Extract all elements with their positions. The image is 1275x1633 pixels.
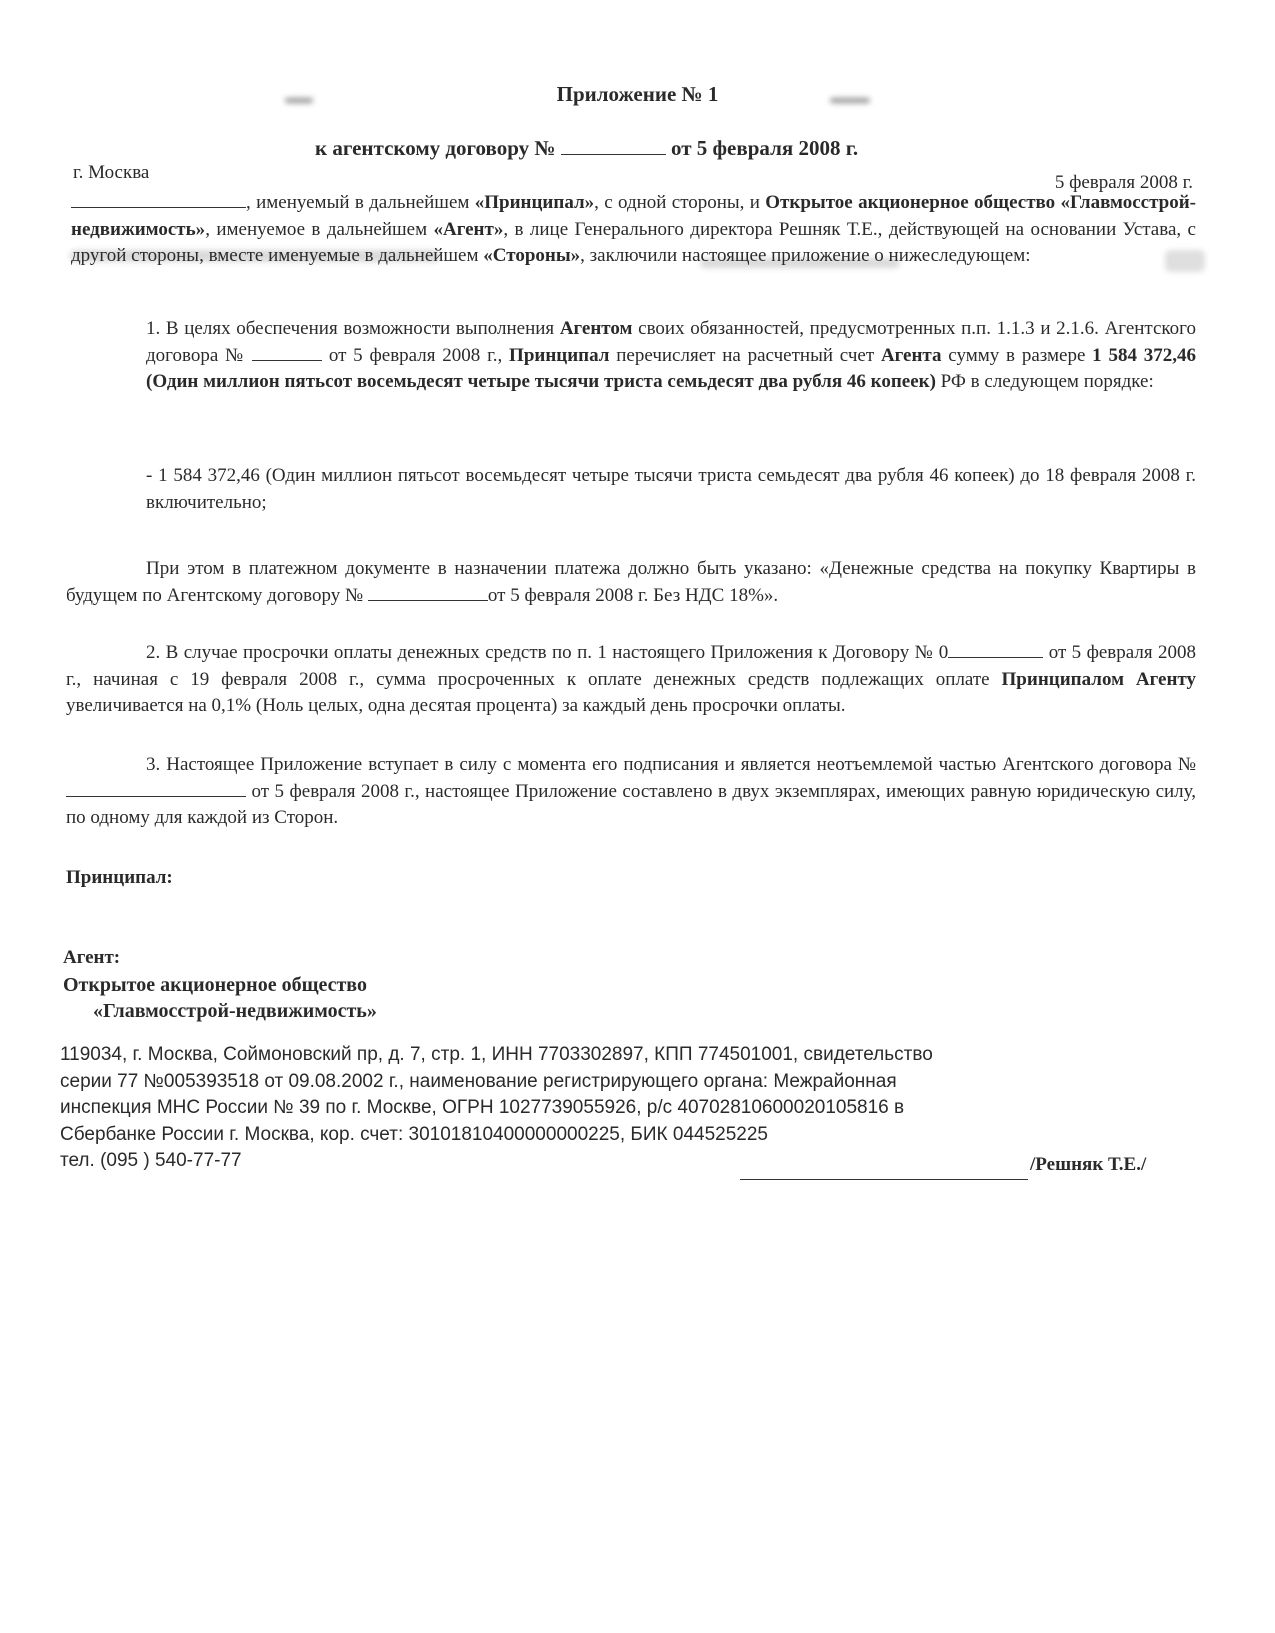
contract-number-blank: [66, 780, 246, 797]
clause-text: от 5 февраля 2008 г., начиная с 19 февраля 2008 г., сумма просроченных к оплате денежных средств подлежащих оплате: [66, 642, 1197, 690]
clause-text: перечисляет на расчетный счет: [609, 344, 881, 366]
clause-text: РФ в следующем порядке:: [935, 371, 1154, 392]
signature-line: [740, 1178, 1028, 1180]
payment-amount: 1 584 372,46 (Один миллион пятьсот восемьдесят четыре тысячи триста семьдесят два рубля 46 копеек): [146, 344, 1197, 392]
clause-text: 3. Настоящее Приложение вступает в силу с момента его подписания и является неотъемлемой частью Агентского договора №: [146, 754, 1196, 775]
contract-number-blank: [561, 138, 666, 155]
payment-schedule: - 1 584 372,46 (Один миллион пятьсот восемьдесят четыре тысячи триста семьдесят два рубля 46 копеек) до 18 февраля 2008 г. включительно;: [146, 465, 1196, 513]
principal-signature-label: Принципал:: [66, 867, 173, 888]
requisites-line: серии 77 №005393518 от 09.08.2002 г., наименование регистрирующего органа: Межрайонная: [60, 1070, 897, 1092]
clause-text: 2. В случае просрочки оплаты денежных средств по п. 1 настоящего Приложения к Договору № 0: [146, 642, 949, 663]
note-text: от 5 февраля 2008 г. Без НДС 18%».: [487, 584, 779, 606]
contract-number-blank: [948, 641, 1043, 658]
clause-1: [146, 316, 1196, 396]
contract-number-blank: [368, 584, 488, 601]
intro-text: , именуемый в дальнейшем: [246, 192, 475, 213]
agent-name-line-1: Открытое акционерное общество: [63, 974, 367, 996]
intro-text: , именуемое в дальнейшем: [205, 218, 434, 240]
signer-name: /Решняк Т.Е./: [1030, 1154, 1147, 1175]
requisites-line: 119034, г. Москва, Соймоновский пр, д. 7, стр. 1, ИНН 7703302897, КПП 774501001, свидетельство: [60, 1044, 933, 1065]
clause-3: [66, 752, 1196, 832]
agent-term: Агента: [880, 344, 942, 366]
principal-term: Принципал: [509, 344, 610, 366]
agent-requisites: [60, 1042, 1180, 1175]
agent-term: Агентом: [559, 318, 633, 339]
note-text: При этом в платежном документе в назначении платежа должно быть указано: «Денежные средства на покупку Квартиры в будущем по Агентскому договору №: [66, 558, 1196, 606]
clause-text: 1. В целях обеспечения возможности выполнения: [146, 318, 560, 339]
parties-terms: Принципалом Агенту: [1001, 668, 1196, 690]
subtitle-prefix: к агентскому договору №: [315, 136, 556, 160]
city: г. Москва: [73, 162, 150, 183]
agent-name-line-2: «Главмосстрой-недвижимость»: [93, 1000, 377, 1022]
intro-text: , с одной стороны, и: [594, 192, 766, 213]
intro-text: , заключили настоящее приложение о нижеследующем:: [580, 245, 1031, 266]
agent-term: «Агент»: [433, 218, 504, 240]
principal-term: «Принципал»: [474, 192, 595, 213]
page-subtitle: [315, 136, 858, 161]
clause-text: от 5 февраля 2008 г.,: [328, 344, 510, 366]
requisites-line: Сбербанке России г. Москва, кор. счет: 30101810400000000225, БИК 044525225: [60, 1123, 768, 1145]
clause-text: сумму в размере: [941, 344, 1093, 366]
clause-text: увеличивается на 0,1% (Ноль целых, одна десятая процента) за каждый день просрочки оплаты.: [66, 695, 846, 716]
intro-paragraph: [71, 190, 1196, 270]
page-title: Приложение № 1: [556, 82, 719, 106]
agent-signature-label: Агент:: [63, 947, 121, 968]
clause-2: [66, 640, 1196, 720]
requisites-line: тел. (095 ) 540-77-77: [60, 1150, 242, 1171]
intro-text: , в лице Генерального директора Решняк Т.Е., действующей на основании Устава, с другой стороны, вместе именуемые в дальнейшем: [71, 218, 1196, 266]
contract-number-blank: [252, 344, 322, 361]
requisites-line: инспекция МНС России № 39 по г. Москве, ОГРН 1027739055926, р/с 40702810600020105816 в: [60, 1097, 905, 1118]
clause-text: от 5 февраля 2008 г., настоящее Приложение составлено в двух экземплярах, имеющих равную юридическую силу, по одному для каждой из Сторон.: [66, 780, 1196, 828]
principal-name-blank: [71, 191, 246, 208]
document-date: 5 февраля 2008 г.: [1054, 172, 1193, 193]
payment-note: [66, 556, 1196, 609]
parties-term: «Стороны»: [483, 245, 581, 266]
subtitle-suffix: от 5 февраля 2008 г.: [670, 136, 859, 160]
clause-text: своих обязанностей, предусмотренных п.п. 1.1.3 и 2.1.6. Агентского договора №: [146, 318, 1196, 366]
agent-company-name: Открытое акционерное общество «Главмосстрой-недвижимость»: [71, 192, 1196, 240]
